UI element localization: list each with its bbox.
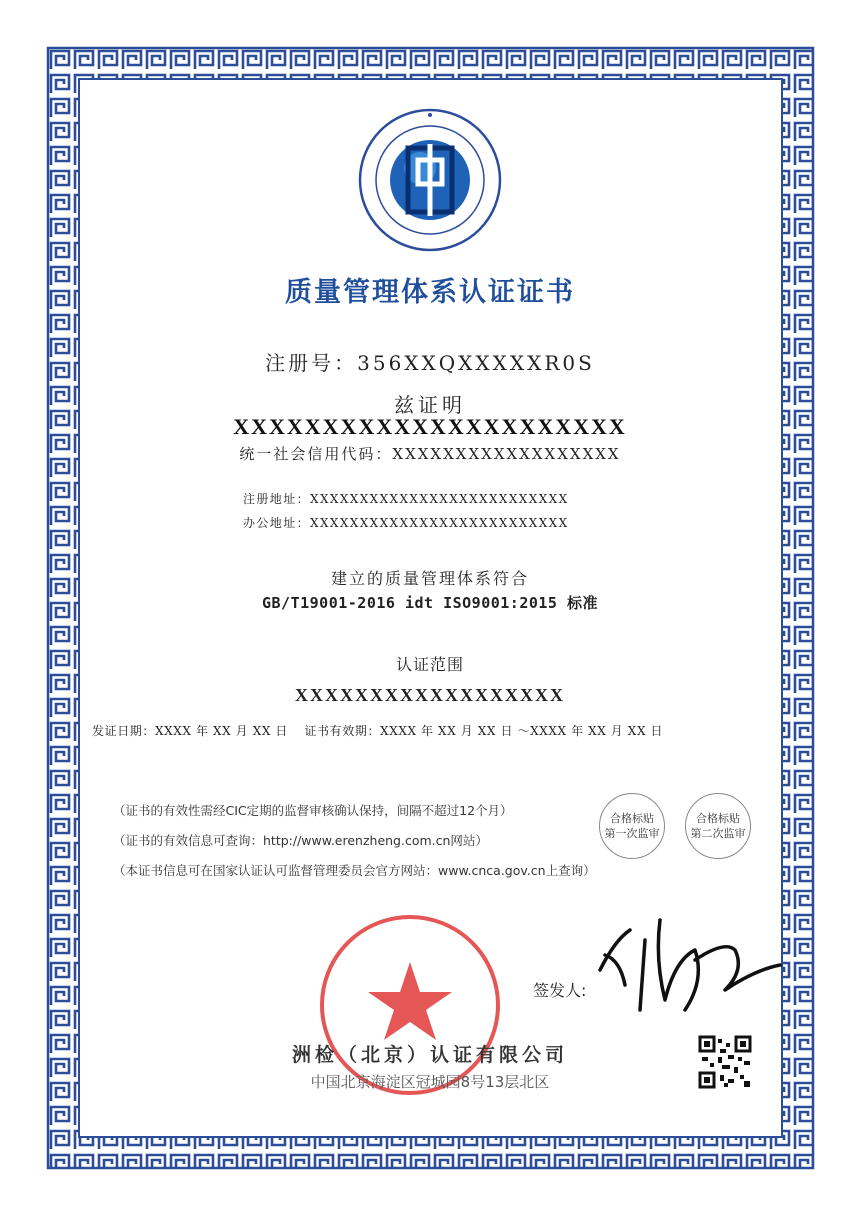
registered-address: 注册地址：XXXXXXXXXXXXXXXXXXXXXXXXXX [243,492,569,506]
surveillance-sticker-1: 合格标贴 第一次监审 [599,793,665,859]
signature [585,900,790,1030]
standard-reference: GB/T19001-2016 idt ISO9001:2015 标准 [262,594,598,612]
company-name: XXXXXXXXXXXXXXXXXXXXXX [233,414,627,439]
credit-code: 统一社会信用代码：XXXXXXXXXXXXXXXXXX [239,445,621,463]
cnca-note: （本证书信息可在国家认证认可监督管理委员会官方网站：www.cnca.gov.cn上查询） [113,863,596,878]
certificate-title: 质量管理体系认证证书 [285,277,575,308]
office-address: 办公地址：XXXXXXXXXXXXXXXXXXXXXXXXXX [243,516,569,530]
company-logo [350,108,510,256]
scope-label: 认证范围 [395,655,464,674]
conformity-statement: 建立的质量管理体系符合 [330,569,529,588]
query-note: （证书的有效信息可查询：http://www.erenzheng.com.cn网站） [113,833,488,848]
hereby-certify-text: 兹证明 [394,393,466,417]
validity-note: （证书的有效性需经CIC定期的监督审核确认保持，间隔不超过12个月） [113,803,513,818]
issuer-name: 洲检（北京）认证有限公司 [291,1044,568,1066]
validity-period: 证书有效期：XXXX 年 XX 月 XX 日 ～XXXX 年 XX 月 XX 日 [304,724,664,738]
scope-value: XXXXXXXXXXXXXXXXXX [295,685,565,705]
qr-code [698,1035,752,1089]
issue-date: 发证日期：XXXX 年 XX 月 XX 日 [92,724,289,738]
issuer-address: 中国北京海淀区冠城园8号13层北区 [310,1073,550,1091]
signer-label: 签发人: [533,981,587,1000]
surveillance-sticker-2: 合格标贴 第二次监审 [685,793,751,859]
registration-number: 注册号：356XXQXXXXXR0S [265,351,595,375]
date-line [92,722,675,739]
